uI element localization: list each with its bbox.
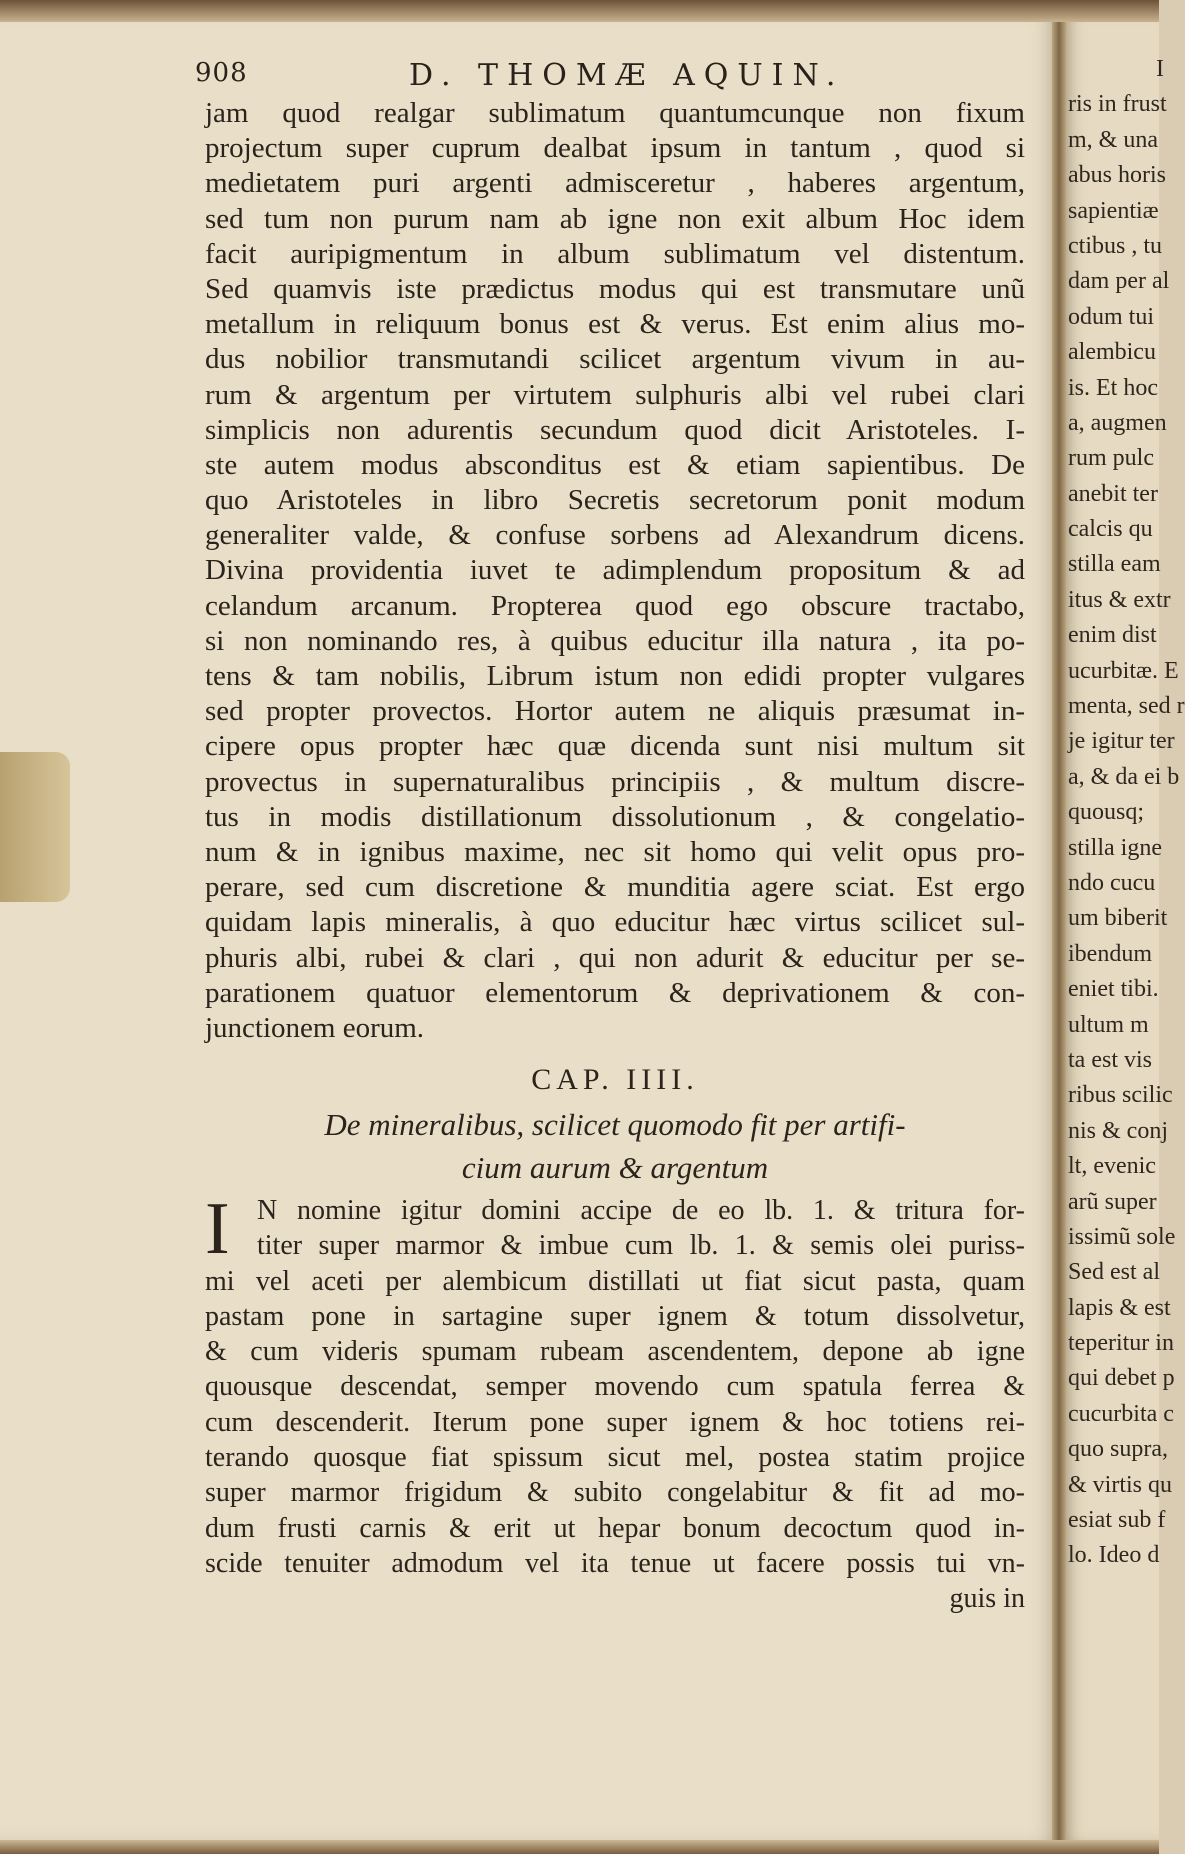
next-page-line: lo. Ideo d <box>1068 1542 1160 1569</box>
text-line: tus in modis distillationum dissolutionum , & congelatio- <box>205 800 1025 833</box>
text-line: dus nobilior transmutandi scilicet argentum vivum in au- <box>205 343 1025 376</box>
next-page-line: lt, evenic <box>1068 1153 1156 1180</box>
top-edge <box>0 0 1159 22</box>
text-line: titer super marmor & imbue cum lb. 1. & semis olei puriss- <box>257 1230 1025 1262</box>
next-page-line: ucurbitæ. E <box>1068 657 1179 684</box>
chapter-title-line: De mineralibus, scilicet quomodo fit per artifi- <box>324 1107 906 1142</box>
text-line: quousque descendat, semper movendo cum spatula ferrea & <box>205 1371 1025 1403</box>
next-page-line: arũ super <box>1068 1188 1157 1215</box>
next-page-line: enim dist <box>1068 622 1157 649</box>
text-line: medietatem puri argenti admisceretur , haberes argentum, <box>205 167 1025 200</box>
next-page-line: dam per al <box>1068 268 1170 295</box>
text-line: pastam pone in sartagine super ignem & totum dissolvetur, <box>205 1300 1025 1332</box>
next-page-line: ibendum <box>1068 940 1152 967</box>
catchword: guis in <box>949 1583 1025 1615</box>
next-page-fragments <box>1068 52 1185 1574</box>
next-page-line: Sed est al <box>1068 1259 1160 1286</box>
next-page-line: ris in frust <box>1068 91 1167 118</box>
chapter-title <box>205 1103 1025 1189</box>
next-page-line: je igitur ter <box>1068 728 1175 755</box>
text-line: rum & argentum per virtutem sulphuris albi vel rubei clari <box>205 378 1025 411</box>
next-page-line: a, & da ei b <box>1068 763 1180 790</box>
next-page-line: is. Et hoc <box>1068 374 1158 401</box>
text-line: perare, sed cum discretione & munditia agere sciat. Est ergo <box>205 871 1025 904</box>
next-page-line: nis & conj <box>1068 1117 1168 1144</box>
next-page-line: stilla eam <box>1068 551 1161 578</box>
next-page-line: sapientiæ <box>1068 197 1159 224</box>
text-line: Sed quamvis iste prædictus modus qui est transmutare unũ <box>205 272 1025 305</box>
next-page-line: odum tui <box>1068 303 1155 330</box>
text-line: Divina providentia iuvet te adimplendum propositum & ad <box>205 554 1025 587</box>
text-line: sed tum non purum nam ab igne non exit album Hoc idem <box>205 202 1025 235</box>
running-title: D. THOMÆ AQUIN. <box>409 58 845 93</box>
next-page-line: anebit ter <box>1068 480 1158 507</box>
text-line: & cum videris spumam rubeam ascendentem, depone ab igne <box>205 1336 1025 1368</box>
text-line: simplicis non adurentis secundum quod dicit Aristoteles. I- <box>205 413 1025 446</box>
text-line: projectum super cuprum dealbat ipsum in tantum , quod si <box>205 132 1025 165</box>
text-line: num & in ignibus maxime, nec sit homo qui velit opus pro- <box>205 835 1025 868</box>
text-line: provectus in supernaturalibus principiis , & multum discre- <box>205 765 1025 798</box>
next-page-line: itus & extr <box>1068 586 1171 613</box>
next-page-line: abus horis <box>1068 162 1166 189</box>
next-page-line: qui debet p <box>1068 1365 1175 1392</box>
chapter-title-line: cium aurum & argentum <box>461 1150 769 1185</box>
chapter-label: CAP. IIII. <box>531 1063 699 1096</box>
next-page-line: ta est vis <box>1068 1046 1152 1073</box>
next-page-line: a, augmen <box>1068 409 1167 436</box>
next-page-line: calcis qu <box>1068 516 1153 543</box>
chapter-text <box>205 1188 1025 1617</box>
page-number: 908 <box>195 58 248 88</box>
next-page-line: teperitur in <box>1068 1330 1174 1357</box>
next-page-line: ndo cucu <box>1068 869 1156 896</box>
next-page-line: stilla igne <box>1068 834 1162 861</box>
next-page-line: quo supra, <box>1068 1436 1168 1463</box>
drop-capital: I <box>205 1188 230 1270</box>
text-line: si non nominando res, à quibus educitur illa natura , ita po- <box>205 624 1025 657</box>
running-head <box>195 58 1035 98</box>
next-page-line: menta, sed r <box>1068 693 1185 720</box>
next-page-line: I <box>1156 56 1164 82</box>
text-line: celandum arcanum. Propterea quod ego obscure tractabo, <box>205 589 1025 622</box>
text-line: phuris albi, rubei & clari , qui non adurit & educitur per se- <box>205 941 1025 974</box>
next-page-line: um biberit <box>1068 905 1168 932</box>
text-line: cipere opus propter hæc quæ dicenda sunt nisi multum sit <box>205 730 1025 763</box>
text-line: sed propter provectos. Hortor autem ne aliquis præsumat in- <box>205 695 1025 728</box>
next-page-line: rum pulc <box>1068 445 1154 472</box>
text-line: facit auripigmentum in album sublimatum vel distentum. <box>205 237 1025 270</box>
bottom-edge <box>0 1840 1159 1854</box>
body-text <box>205 96 1025 1046</box>
text-line: scide tenuiter admodum vel ita tenue ut facere possis tui vn- <box>205 1547 1025 1579</box>
text-line: parationem quatuor elementorum & deprivationem & con- <box>205 976 1025 1009</box>
next-page-line: quousq; <box>1068 799 1145 826</box>
text-line: terando quosque fiat spissum sicut mel, postea statim projice <box>205 1442 1025 1474</box>
text-line: quidam lapis mineralis, à quo educitur hæc virtus scilicet sul- <box>205 906 1025 939</box>
text-line: quo Aristoteles in libro Secretis secretorum ponit modum <box>205 484 1025 517</box>
next-page-line: & virtis qu <box>1068 1471 1173 1498</box>
next-page-line: eniet tibi. <box>1068 976 1159 1003</box>
next-page-line: ctibus , tu <box>1068 232 1162 259</box>
next-page-line: ribus scilic <box>1068 1082 1173 1109</box>
next-page-line: issimũ sole <box>1068 1223 1176 1250</box>
next-page-line: m, & una <box>1068 126 1158 153</box>
text-line: metallum in reliquum bonus est & verus. Est enim alius mo- <box>205 308 1025 341</box>
text-line: dum frusti carnis & erit ut hepar bonum decoctum quod in- <box>205 1512 1025 1544</box>
text-line: cum descenderit. Iterum pone super ignem & hoc totiens rei- <box>205 1406 1025 1438</box>
text-line: tens & tam nobilis, Librum istum non edidi propter vulgares <box>205 660 1025 692</box>
text-line: jam quod realgar sublimatum quantumcunque non fixum <box>205 97 1025 129</box>
next-page-line: lapis & est <box>1068 1294 1171 1321</box>
next-page-line: cucurbita c <box>1068 1400 1174 1427</box>
next-page-line: ultum m <box>1068 1011 1149 1038</box>
book-gutter <box>1052 14 1066 1840</box>
text-line: junctionem eorum. <box>205 1011 425 1044</box>
next-page-line: alembicu <box>1068 339 1156 366</box>
text-line: N nomine igitur domini accipe de eo lb. 1. & tritura for- <box>257 1195 1025 1226</box>
text-line: mi vel aceti per alembicum distillati ut fiat sicut pasta, quam <box>205 1265 1025 1297</box>
next-page-line: esiat sub f <box>1068 1507 1166 1534</box>
text-line: ste autem modus absconditus est & etiam sapientibus. De <box>205 448 1025 481</box>
page-tab-marker <box>0 752 70 902</box>
text-line: generaliter valde, & confuse sorbens ad Alexandrum dicens. <box>205 519 1025 552</box>
text-line: super marmor frigidum & subito congelabitur & fit ad mo- <box>205 1477 1025 1509</box>
